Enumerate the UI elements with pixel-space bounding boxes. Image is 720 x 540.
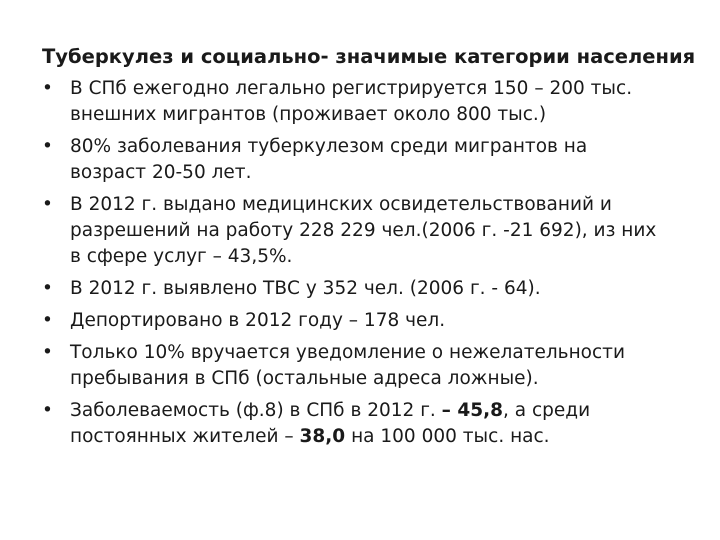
list-item-line — [70, 244, 692, 270]
text-segment: внешних мигрантов (проживает около 800 тыс.) — [70, 104, 547, 125]
list-item-line — [70, 308, 692, 334]
list-item — [42, 192, 692, 270]
list-item-line — [70, 366, 692, 392]
list-item-line — [70, 160, 692, 186]
emphasis-value: 38,0 — [299, 426, 346, 447]
bullet-icon: • — [42, 310, 53, 331]
slide-title: Туберкулез и социально- значимые категории населения — [42, 45, 696, 68]
bullet-list — [42, 76, 692, 456]
list-item — [42, 276, 692, 302]
text-segment: постоянных жителей – — [70, 426, 300, 447]
list-item-line — [70, 340, 692, 366]
text-segment: В 2012 г. выявлено ТВС у 352 чел. (2006 г. - 64). — [70, 278, 541, 299]
text-segment: Только 10% вручается уведомление о нежелательности — [70, 342, 625, 363]
text-segment: в сфере услуг – 43,5%. — [70, 246, 293, 267]
list-item-line — [70, 76, 692, 102]
list-item — [42, 134, 692, 186]
text-segment: 80% заболевания туберкулезом среди мигрантов на — [70, 136, 588, 157]
bullet-icon: • — [42, 136, 53, 157]
bullet-icon: • — [42, 194, 53, 215]
list-item — [42, 308, 692, 334]
text-segment: разрешений на работу 228 229 чел.(2006 г. -21 692), из них — [70, 220, 657, 241]
list-item-line — [70, 192, 692, 218]
text-segment: Заболеваемость (ф.8) в СПб в 2012 г. — [70, 400, 442, 421]
list-item-line — [70, 398, 692, 424]
emphasis-value: – 45,8 — [441, 400, 504, 421]
list-item-line — [70, 424, 692, 450]
list-item-line — [70, 134, 692, 160]
bullet-icon: • — [42, 278, 53, 299]
text-segment: В СПб ежегодно легально регистрируется 150 – 200 тыс. — [70, 78, 633, 99]
bullet-icon: • — [42, 400, 53, 421]
list-item — [42, 340, 692, 392]
list-item-line — [70, 276, 692, 302]
list-item — [42, 76, 692, 128]
text-segment: , а среди — [503, 400, 591, 421]
list-item — [42, 398, 692, 450]
bullet-icon: • — [42, 78, 53, 99]
bullet-icon: • — [42, 342, 53, 363]
list-item-line — [70, 102, 692, 128]
list-item-line — [70, 218, 692, 244]
text-segment: на 100 000 тыс. нас. — [345, 426, 550, 447]
text-segment: пребывания в СПб (остальные адреса ложные). — [70, 368, 539, 389]
text-segment: В 2012 г. выдано медицинских освидетельствований и — [70, 194, 612, 215]
text-segment: возраст 20-50 лет. — [70, 162, 252, 183]
text-segment: Депортировано в 2012 году – 178 чел. — [70, 310, 446, 331]
